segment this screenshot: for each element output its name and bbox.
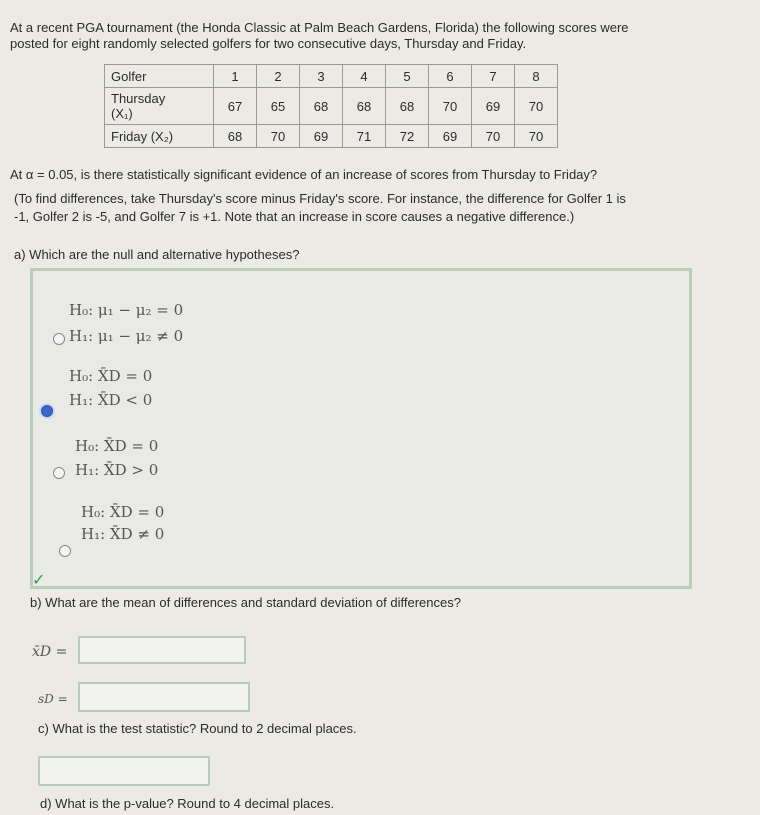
sd-differences-label: sD = bbox=[38, 692, 68, 706]
table-cell: 1 bbox=[214, 65, 257, 88]
table-cell: 6 bbox=[429, 65, 472, 88]
table-cell: 3 bbox=[300, 65, 343, 88]
option-3-radio[interactable] bbox=[53, 467, 65, 479]
table-cell: 68 bbox=[214, 125, 257, 148]
table-cell: 68 bbox=[300, 88, 343, 125]
table-cell: 72 bbox=[386, 125, 429, 148]
table-cell: 2 bbox=[257, 65, 300, 88]
hypothesis-option-2[interactable] bbox=[53, 367, 253, 411]
table-cell: 8 bbox=[515, 65, 558, 88]
table-cell: 65 bbox=[257, 88, 300, 125]
thursday-label bbox=[105, 88, 214, 125]
option-1-radio[interactable] bbox=[53, 333, 65, 345]
table-cell: 70 bbox=[472, 125, 515, 148]
table-cell: 70 bbox=[429, 88, 472, 125]
option-4-radio[interactable] bbox=[59, 545, 71, 557]
option-4-h0: H₀: X̄D = 0 bbox=[81, 503, 165, 521]
thursday-label-line-2: (X₁) bbox=[111, 106, 133, 121]
table-cell: 71 bbox=[343, 125, 386, 148]
thursday-label-line-1: Thursday bbox=[111, 91, 166, 106]
question-main: At α = 0.05, is there statistically significant evidence of an increase of scores from Thursday to Friday? bbox=[10, 167, 598, 182]
option-4-h1: H₁: X̄D ≠ 0 bbox=[81, 525, 165, 543]
table-cell: 67 bbox=[214, 88, 257, 125]
option-1-h1: H₁: μ₁ − μ₂ ≠ 0 bbox=[69, 327, 184, 345]
friday-label: Friday (X₂) bbox=[105, 125, 214, 148]
note-line-2: -1, Golfer 2 is -5, and Golfer 7 is +1. Note that an increase in score causes a negative difference.) bbox=[14, 209, 575, 224]
part-d-question: d) What is the p-value? Round to 4 decimal places. bbox=[40, 796, 335, 811]
table-header-row bbox=[105, 65, 558, 88]
table-cell: 68 bbox=[343, 88, 386, 125]
table-cell: 69 bbox=[300, 125, 343, 148]
scores-table bbox=[104, 64, 558, 148]
table-cell: 69 bbox=[472, 88, 515, 125]
table-cell: 68 bbox=[386, 88, 429, 125]
option-2-h0: H₀: X̄D = 0 bbox=[69, 367, 153, 385]
table-cell: 69 bbox=[429, 125, 472, 148]
sd-differences-input[interactable] bbox=[78, 682, 250, 712]
golfer-header: Golfer bbox=[105, 65, 214, 88]
table-cell: 70 bbox=[257, 125, 300, 148]
option-2-h1: H₁: X̄D < 0 bbox=[69, 391, 153, 409]
intro-line-1: At a recent PGA tournament (the Honda Classic at Palm Beach Gardens, Florida) the following scores were bbox=[10, 20, 629, 35]
test-statistic-input[interactable] bbox=[38, 756, 210, 786]
part-b-question: b) What are the mean of differences and standard deviation of differences? bbox=[30, 595, 461, 610]
table-cell: 70 bbox=[515, 88, 558, 125]
option-3-h1: H₁: X̄D > 0 bbox=[75, 461, 159, 479]
hypothesis-options-box bbox=[30, 268, 692, 589]
option-3-h0: H₀: X̄D = 0 bbox=[75, 437, 159, 455]
option-1-h0: H₀: μ₁ − μ₂ = 0 bbox=[69, 301, 184, 319]
table-cell: 4 bbox=[343, 65, 386, 88]
intro-line-2: posted for eight randomly selected golfers for two consecutive days, Thursday and Friday. bbox=[10, 36, 527, 51]
friday-row bbox=[105, 125, 558, 148]
part-a-question: a) Which are the null and alternative hypotheses? bbox=[14, 247, 300, 262]
hypothesis-option-1[interactable] bbox=[53, 301, 253, 345]
note-line-1: (To find differences, take Thursday's score minus Friday's score. For instance, the difference for Golfer 1 is bbox=[14, 191, 626, 206]
table-cell: 70 bbox=[515, 125, 558, 148]
table-cell: 7 bbox=[472, 65, 515, 88]
correct-checkmark-icon: ✓ bbox=[32, 572, 46, 589]
mean-differences-label: x̄D = bbox=[32, 644, 68, 660]
hypothesis-option-3[interactable] bbox=[53, 437, 253, 481]
table-cell: 5 bbox=[386, 65, 429, 88]
part-c-question: c) What is the test statistic? Round to 2 decimal places. bbox=[38, 721, 357, 736]
hypothesis-option-4[interactable] bbox=[53, 503, 253, 553]
mean-differences-input[interactable] bbox=[78, 636, 246, 664]
option-2-radio-selected[interactable] bbox=[41, 405, 53, 417]
thursday-row bbox=[105, 88, 558, 125]
problem-intro bbox=[10, 20, 710, 52]
